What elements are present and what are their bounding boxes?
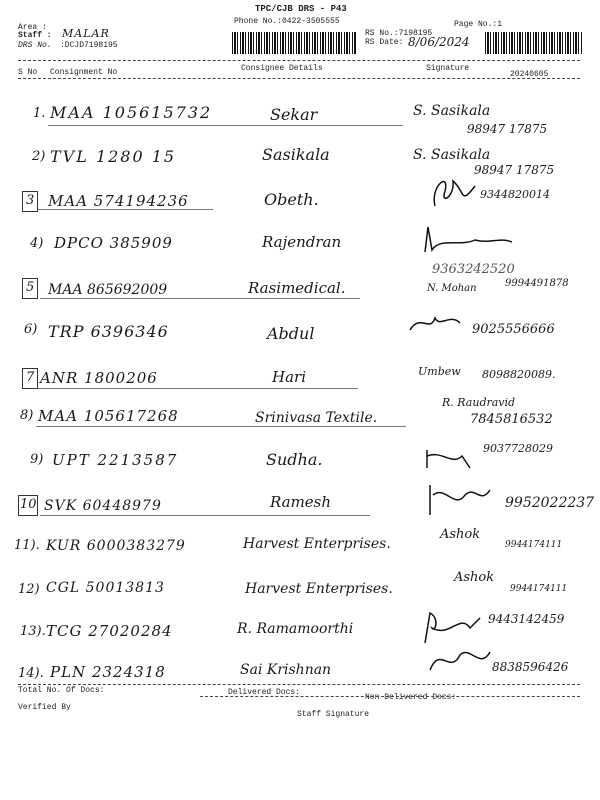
footer-divider bbox=[18, 684, 580, 685]
row-number: 9) bbox=[30, 452, 44, 467]
col-signature: Signature bbox=[426, 64, 470, 73]
consignment-no: DPCO 385909 bbox=[54, 234, 173, 252]
receiver-phone: 9344820014 bbox=[480, 188, 550, 201]
row-number: 4) bbox=[30, 236, 44, 251]
row-number: 12) bbox=[18, 582, 40, 597]
row-underline bbox=[40, 298, 360, 299]
row-number: 7 bbox=[26, 370, 35, 385]
row-number: 5 bbox=[26, 280, 35, 295]
consignment-no: TVL 1280 15 bbox=[50, 147, 177, 166]
receiver-phone: 9025556666 bbox=[472, 322, 555, 337]
receiver-phone: 9944174111 bbox=[505, 540, 563, 550]
consignee-name: Rasimedical. bbox=[248, 279, 346, 297]
signature-scribble bbox=[422, 446, 482, 472]
signature-scribble bbox=[425, 166, 485, 216]
delivered-docs-label: Delivered Docs: bbox=[228, 688, 301, 697]
row-underline bbox=[38, 388, 358, 389]
signature-scribble bbox=[420, 222, 520, 262]
staff-label: Staff : bbox=[18, 31, 52, 40]
consignee-name: R. Ramamoorthi bbox=[237, 621, 354, 637]
receiver-phone: 8098820089. bbox=[482, 368, 556, 381]
receiver-phone: 98947 17875 bbox=[467, 122, 548, 136]
row-number: 10 bbox=[20, 497, 37, 512]
consignment-no: TRP 6396346 bbox=[48, 322, 169, 341]
header-divider-bottom bbox=[18, 78, 580, 79]
receiver-phone: 98947 17875 bbox=[474, 163, 555, 177]
receiver-phone: 9443142459 bbox=[488, 612, 565, 626]
receiver-phone: 9952022237 bbox=[505, 495, 595, 511]
row-underline bbox=[48, 125, 403, 126]
col-s-no: S No bbox=[18, 68, 38, 77]
row-number: 3 bbox=[26, 193, 35, 208]
consignee-name: Obeth. bbox=[264, 190, 319, 209]
date-stamp: 20240605 bbox=[510, 70, 549, 79]
footer-divider-2 bbox=[200, 696, 580, 697]
col-consignment: Consignment No bbox=[50, 68, 118, 77]
receiver-phone: 9037728029 bbox=[483, 442, 553, 455]
consignment-no: PLN 2324318 bbox=[50, 663, 166, 681]
row-number: 8) bbox=[20, 408, 34, 423]
consignment-no: SVK 60448979 bbox=[44, 498, 162, 514]
signature-scribble bbox=[425, 640, 495, 680]
receiver-signature: Umbew bbox=[418, 365, 461, 378]
drs-no-label: DRS No. bbox=[18, 41, 52, 50]
row-number: 2) bbox=[32, 149, 46, 164]
receiver-signature: R. Raudravid bbox=[442, 396, 516, 409]
document-title: TPC/CJB DRS - P43 bbox=[255, 4, 347, 14]
rs-date-value: 8/06/2024 bbox=[408, 35, 470, 49]
consignee-name: Sudha. bbox=[266, 450, 323, 469]
rs-barcode bbox=[485, 32, 583, 54]
consignee-name: Srinivasa Textile. bbox=[255, 410, 378, 426]
row-underline bbox=[36, 426, 406, 427]
consignment-no: CGL 50013813 bbox=[46, 580, 165, 596]
row-number: 13). bbox=[20, 624, 46, 639]
drs-no-value: :DCJD7198195 bbox=[60, 41, 118, 50]
consignment-no: MAA 865692009 bbox=[48, 282, 168, 298]
staff-signature-label: Staff Signature bbox=[297, 710, 370, 719]
consignment-no: MAA 105615732 bbox=[50, 103, 213, 122]
row-number: 6) bbox=[24, 322, 38, 337]
rs-date-label: RS Date: bbox=[365, 38, 404, 47]
receiver-signature: N. Mohan bbox=[427, 283, 477, 294]
receiver-signature: S. Sasikala bbox=[413, 103, 491, 119]
consignment-no: TCG 27020284 bbox=[46, 622, 173, 640]
row-number: 14). bbox=[18, 666, 44, 681]
consignee-name: Sasikala bbox=[262, 145, 330, 164]
rs-number: RS No.:7198195 bbox=[365, 29, 433, 38]
receiver-phone: 9994491878 bbox=[505, 278, 569, 289]
row-number: 11). bbox=[14, 538, 40, 553]
col-consignee: Consignee Details bbox=[241, 64, 323, 73]
signature-scribble bbox=[425, 480, 495, 520]
signature-scribble bbox=[405, 308, 465, 338]
staff-name: MALAR bbox=[62, 27, 110, 40]
receiver-signature: Ashok bbox=[440, 527, 481, 542]
consignee-name: Sekar bbox=[270, 105, 318, 124]
consignee-name: Hari bbox=[272, 368, 306, 386]
consignee-name: Rajendran bbox=[262, 233, 342, 251]
header-divider bbox=[18, 60, 580, 61]
verified-by-label: Verified By bbox=[18, 703, 71, 712]
receiver-phone: 8838596426 bbox=[492, 660, 569, 674]
consignee-name: Abdul bbox=[267, 324, 315, 343]
area-label: Area : bbox=[18, 23, 47, 32]
non-delivered-docs-label: Non Delivered Docs: bbox=[365, 693, 457, 702]
consignment-no: UPT 2213587 bbox=[52, 451, 179, 469]
consignment-no: MAA 105617268 bbox=[38, 407, 179, 425]
row-number: 1. bbox=[33, 106, 46, 121]
consignee-name: Sai Krishnan bbox=[240, 662, 332, 678]
receiver-phone: 7845816532 bbox=[470, 412, 553, 427]
receiver-phone: 9944174111 bbox=[510, 584, 568, 594]
consignment-no: ANR 1800206 bbox=[40, 369, 158, 387]
total-docs-label: Total No. Of Docs: bbox=[18, 686, 105, 695]
receiver-phone: 9363242520 bbox=[432, 262, 515, 277]
page-number: Page No.:1 bbox=[454, 20, 503, 29]
phone-number: Phone No.:0422-3505555 bbox=[234, 17, 340, 26]
drs-barcode bbox=[232, 32, 356, 54]
consignee-name: Harvest Enterprises. bbox=[245, 581, 393, 597]
consignee-name: Ramesh bbox=[270, 493, 332, 511]
receiver-signature: Ashok bbox=[454, 570, 495, 585]
row-underline bbox=[38, 209, 213, 210]
consignment-no: MAA 574194236 bbox=[48, 192, 189, 210]
row-underline bbox=[40, 515, 370, 516]
consignee-name: Harvest Enterprises. bbox=[243, 536, 391, 552]
consignment-no: KUR 6000383279 bbox=[46, 538, 186, 554]
receiver-signature: S. Sasikala bbox=[413, 147, 491, 163]
